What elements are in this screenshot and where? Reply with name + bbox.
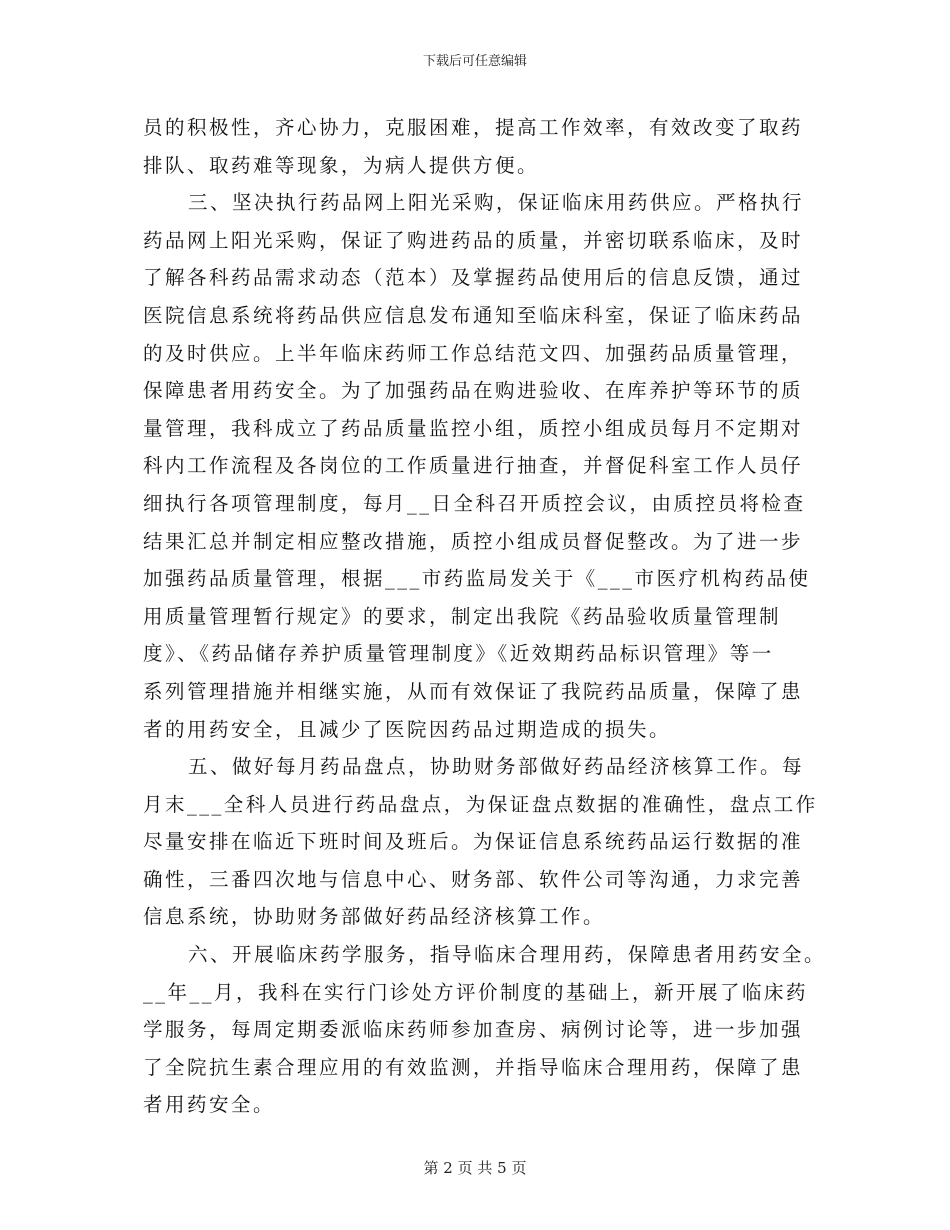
text-line: 结果汇总并制定相应整改措施，质控小组成员督促整改。为了进一步	[143, 529, 804, 553]
text-line: 五、做好每月药品盘点，协助财务部做好药品经济核算工作。每	[188, 755, 805, 779]
text-line: 医院信息系统将药品供应信息发布通知至临床科室，保证了临床药品	[143, 303, 804, 327]
text-line: 量管理，我科成立了药品质量监控小组，质控小组成员每月不定期对	[143, 416, 804, 440]
text-line: 六、开展临床药学服务，指导临床合理用药，保障患者用药安全。	[188, 943, 827, 967]
text-line: 月末___全科人员进行药品盘点，为保证盘点数据的准确性，盘点工作	[143, 792, 818, 816]
text-line: 者用药安全。	[143, 1093, 276, 1117]
text-line: 学服务，每周定期委派临床药师参加查房、病例讨论等，进一步加强	[143, 1018, 804, 1042]
text-line: 尽量安排在临近下班时间及班后。为保证信息系统药品运行数据的准	[143, 830, 804, 854]
text-line: 者的用药安全，且减少了医院因药品过期造成的损失。	[143, 717, 672, 741]
page-header: 下载后可任意编辑	[422, 54, 527, 69]
text-line: 系列管理措施并相继实施，从而有效保证了我院药品质量，保障了患	[143, 679, 804, 703]
text-line: 度》、《药品储存养护质量管理制度》《近效期药品标识管理》等一	[143, 642, 774, 666]
text-line: 药品网上阳光采购，保证了购进药品的质量，并密切联系临床，及时	[143, 228, 804, 252]
text-line: 了解各科药品需求动态（范本）及掌握药品使用后的信息反馈，通过	[143, 266, 804, 290]
page-footer: 第 2 页 共 5 页	[423, 1159, 527, 1177]
text-line: 确性，三番四次地与信息中心、财务部、软件公司等沟通，力求完善	[143, 867, 804, 891]
text-line: 用质量管理暂行规定》的要求，制定出我院《药品验收质量管理制	[143, 604, 782, 628]
text-line: 三、坚决执行药品网上阳光采购，保证临床用药供应。严格执行	[188, 191, 805, 215]
text-line: 的及时供应。上半年临床药师工作总结范文四、加强药品质量管理，	[143, 341, 804, 365]
text-line: __年__月，我科在实行门诊处方评价制度的基础上，新开展了临床药	[143, 980, 809, 1004]
text-line: 保障患者用药安全。为了加强药品在购进验收、在库养护等环节的质	[143, 379, 804, 403]
text-line: 信息系统，协助财务部做好药品经济核算工作。	[143, 905, 606, 929]
text-line: 加强药品质量管理，根据___市药监局发关于《___市医疗机构药品使	[143, 567, 811, 591]
text-line: 细执行各项管理制度，每月__日全科召开质控会议，由质控员将检查	[143, 491, 806, 515]
text-line: 员的积极性，齐心协力，克服困难，提高工作效率，有效改变了取药	[143, 116, 804, 139]
text-line: 科内工作流程及各岗位的工作质量进行抽查，并督促科室工作人员仔	[143, 454, 804, 478]
text-line: 排队、取药难等现象，为病人提供方便。	[143, 153, 540, 177]
text-line: 了全院抗生素合理应用的有效监测，并指导临床合理用药，保障了患	[143, 1055, 804, 1079]
document-body	[143, 109, 827, 1124]
